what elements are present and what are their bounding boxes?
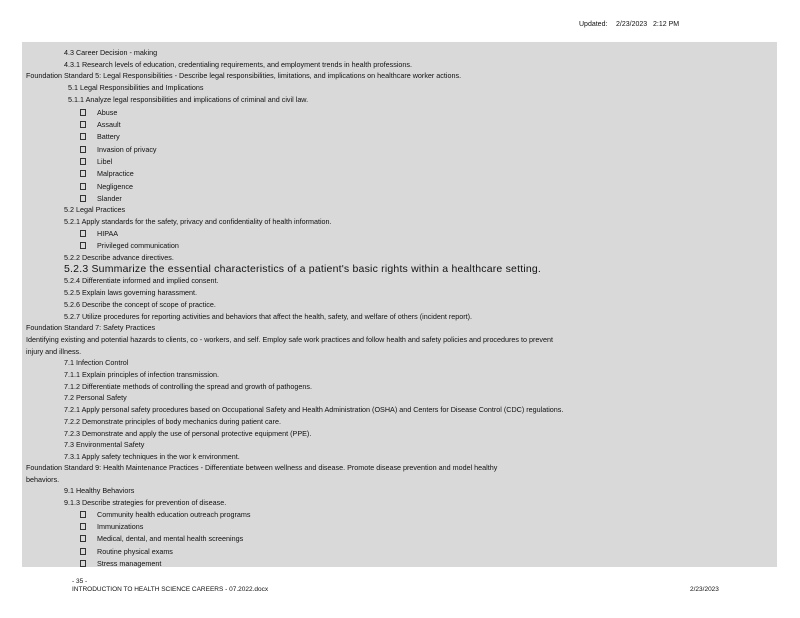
line-text: 4.3 Career Decision - making bbox=[64, 48, 158, 57]
line-text: 5.2.4 Differentiate informed and implied consent. bbox=[64, 276, 219, 285]
line-text: Foundation Standard 5: Legal Responsibilities - Describe legal responsibilities, limitations, and implications on healthcare worker actions. bbox=[26, 71, 462, 80]
document-line bbox=[64, 288, 197, 297]
document-line bbox=[26, 347, 81, 356]
line-text: 7.2.2 Demonstrate principles of body mechanics during patient care. bbox=[64, 417, 281, 426]
line-text: Negligence bbox=[97, 182, 133, 191]
line-text: Routine physical exams bbox=[97, 547, 173, 556]
document-line bbox=[68, 95, 308, 104]
line-text: 5.2.2 Describe advance directives. bbox=[64, 253, 174, 262]
line-text: Identifying existing and potential hazards to clients, co - workers, and self. Employ safe work practices and follow health and safety policies and procedures to prevent bbox=[26, 335, 553, 344]
document-line bbox=[26, 323, 155, 332]
bullet-item bbox=[80, 522, 143, 531]
document-line bbox=[64, 405, 563, 414]
line-text: Medical, dental, and mental health screenings bbox=[97, 534, 244, 543]
updated-label: Updated: bbox=[579, 21, 608, 28]
line-text: 5.2.5 Explain laws governing harassment. bbox=[64, 288, 198, 297]
document-line bbox=[64, 417, 281, 426]
line-text: 7.1 Infection Control bbox=[64, 358, 129, 367]
bullet-item bbox=[80, 559, 161, 568]
bullet-item bbox=[80, 145, 157, 154]
bullet-item bbox=[80, 229, 118, 238]
line-text: Privileged communication bbox=[97, 241, 179, 250]
bullet-box-icon bbox=[80, 230, 86, 237]
document-line bbox=[64, 217, 332, 226]
line-text: Foundation Standard 7: Safety Practices bbox=[26, 323, 156, 332]
line-text: Malpractice bbox=[97, 169, 134, 178]
bullet-box-icon bbox=[80, 121, 86, 128]
bullet-box-icon bbox=[80, 183, 86, 190]
line-text: Foundation Standard 9: Health Maintenance Practices - Differentiate between wellness and disease. Promote disease prevention and model healthy bbox=[26, 463, 498, 472]
line-text: 7.1.2 Differentiate methods of controlling the spread and growth of pathogens. bbox=[64, 382, 312, 391]
line-text: 7.2 Personal Safety bbox=[64, 393, 127, 402]
document-line bbox=[64, 440, 144, 449]
document-line bbox=[26, 335, 553, 344]
bullet-item bbox=[80, 182, 133, 191]
line-text: 5.1.1 Analyze legal responsibilities and implications of criminal and civil law. bbox=[68, 95, 309, 104]
line-text: 5.2.7 Utilize procedures for reporting activities and behaviors that affect the health, safety, and welfare of others (incident report). bbox=[64, 312, 473, 321]
bullet-box-icon bbox=[80, 560, 86, 567]
bullet-box-icon bbox=[80, 170, 86, 177]
document-line bbox=[64, 429, 311, 438]
line-text: Battery bbox=[97, 132, 120, 141]
line-text: 7.3.1 Apply safety techniques in the wor k environment. bbox=[64, 452, 240, 461]
line-text: Community health education outreach programs bbox=[97, 510, 251, 519]
line-text: 7.3 Environmental Safety bbox=[64, 440, 145, 449]
line-text: HIPAA bbox=[97, 229, 119, 238]
bullet-box-icon bbox=[80, 146, 86, 153]
line-text: 7.2.1 Apply personal safety procedures based on Occupational Safety and Health Administration (OSHA) and Centers for Disease Control (CDC) regulations. bbox=[64, 405, 564, 414]
line-text: Libel bbox=[97, 157, 113, 166]
bullet-box-icon bbox=[80, 535, 86, 542]
line-text: 5.2.6 Describe the concept of scope of practice. bbox=[64, 300, 216, 309]
bullet-item bbox=[80, 194, 122, 203]
document-line bbox=[64, 382, 312, 391]
bullet-box-icon bbox=[80, 195, 86, 202]
line-text: Immunizations bbox=[97, 522, 144, 531]
line-text: Invasion of privacy bbox=[97, 145, 157, 154]
document-line bbox=[68, 83, 203, 92]
line-text: 9.1 Healthy Behaviors bbox=[64, 486, 135, 495]
document-line bbox=[26, 463, 497, 472]
bullet-item bbox=[80, 157, 112, 166]
line-text: Stress management bbox=[97, 559, 162, 568]
footer-date: 2/23/2023 bbox=[690, 586, 719, 593]
line-text: injury and illness. bbox=[26, 347, 82, 356]
bullet-item bbox=[80, 510, 250, 519]
line-text: 4.3.1 Research levels of education, credentialing requirements, and employment trends in health professions. bbox=[64, 60, 412, 69]
document-line bbox=[64, 358, 128, 367]
document-line bbox=[64, 393, 127, 402]
bullet-item bbox=[80, 132, 120, 141]
document-line bbox=[64, 498, 226, 507]
document-line bbox=[26, 71, 461, 80]
bullet-box-icon bbox=[80, 511, 86, 518]
bullet-box-icon bbox=[80, 523, 86, 530]
bullet-box-icon bbox=[80, 109, 86, 116]
footer-doc-title: INTRODUCTION TO HEALTH SCIENCE CAREERS - 07.2022.docx bbox=[72, 586, 269, 593]
document-line bbox=[64, 253, 174, 262]
line-text: Assault bbox=[97, 120, 121, 129]
line-text: 5.1 Legal Responsibilities and Implications bbox=[68, 83, 204, 92]
line-text: 5.2 Legal Practices bbox=[64, 205, 126, 214]
document-line bbox=[64, 300, 216, 309]
line-text: Abuse bbox=[97, 108, 118, 117]
page-number: - 35 - bbox=[72, 578, 88, 585]
document-line bbox=[64, 60, 412, 69]
bullet-box-icon bbox=[80, 158, 86, 165]
line-text: 7.1.1 Explain principles of infection transmission. bbox=[64, 370, 220, 379]
line-text: 5.2.3 Summarize the essential characteristics of a patient's basic rights within a healthcare setting. bbox=[64, 263, 542, 275]
bullet-item bbox=[80, 547, 173, 556]
line-text: behaviors. bbox=[26, 475, 60, 484]
updated-date: 2/23/2023 bbox=[616, 21, 648, 28]
document-line bbox=[64, 263, 541, 275]
line-text: 5.2.1 Apply standards for the safety, privacy and confidentiality of health information. bbox=[64, 217, 332, 226]
bullet-box-icon bbox=[80, 548, 86, 555]
document-line bbox=[64, 312, 472, 321]
bullet-item bbox=[80, 108, 117, 117]
document-line bbox=[64, 370, 219, 379]
document-line bbox=[64, 486, 134, 495]
bullet-box-icon bbox=[80, 242, 86, 249]
bullet-item bbox=[80, 534, 243, 543]
updated-time: 2:12 PM bbox=[653, 21, 680, 28]
bullet-item bbox=[80, 120, 121, 129]
line-text: Slander bbox=[97, 194, 122, 203]
document-line bbox=[26, 475, 59, 484]
line-text: 7.2.3 Demonstrate and apply the use of personal protective equipment (PPE). bbox=[64, 429, 312, 438]
document-line bbox=[64, 48, 157, 57]
line-text: 9.1.3 Describe strategies for prevention of disease. bbox=[64, 498, 227, 507]
document-line bbox=[64, 205, 125, 214]
bullet-item bbox=[80, 241, 179, 250]
document-line bbox=[64, 452, 240, 461]
document-line bbox=[64, 276, 219, 285]
bullet-item bbox=[80, 169, 134, 178]
bullet-box-icon bbox=[80, 133, 86, 140]
